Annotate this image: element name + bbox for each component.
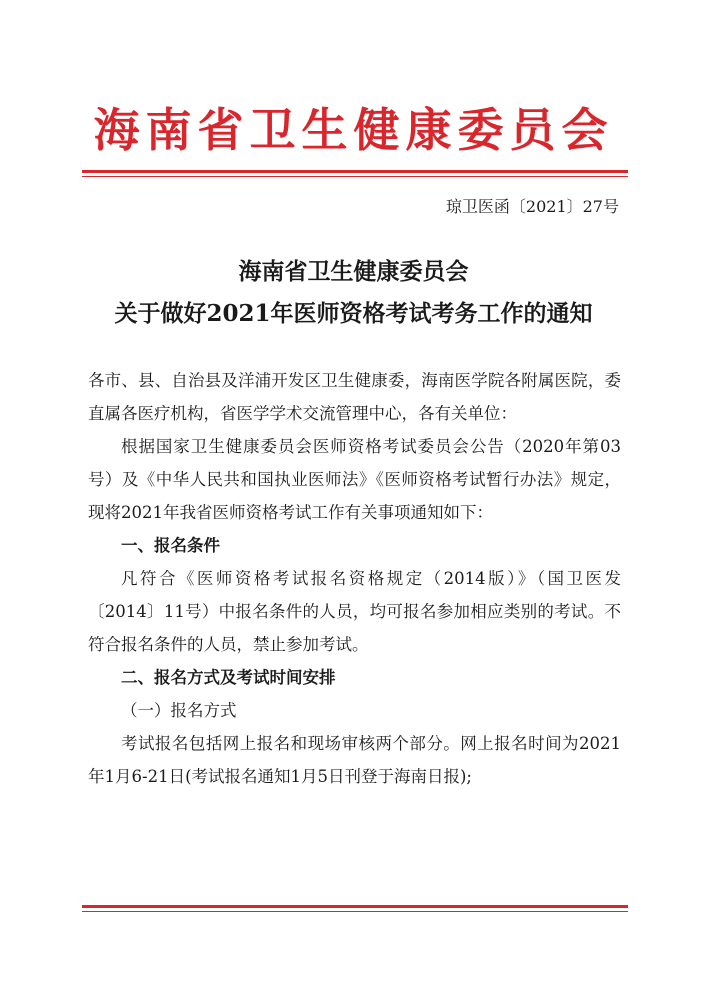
notice-title-line2: 关于做好2021年医师资格考试考务工作的通知 xyxy=(114,300,593,327)
subsection1-paragraph: 考试报名包括网上报名和现场审核两个部分。网上报名时间为2021年1月6-21日(考试报名通知1月5日刊登于海南日报); xyxy=(88,734,621,786)
masthead-rule-thin xyxy=(82,176,628,177)
salutation: 各市、县、自治县及洋浦开发区卫生健康委，海南医学院各附属医院，委直属各医疗机构，省医学学术交流管理中心，各有关单位： xyxy=(88,371,621,423)
document-number: 琼卫医函〔2021〕27号 xyxy=(445,197,619,216)
intro-paragraph: 根据国家卫生健康委员会医师资格考试委员会公告（2020年第03号）及《中华人民共和国执业医师法》《医师资格考试暂行办法》规定，现将2021年我省医师资格考试工作有关事项通知如下： xyxy=(88,437,621,522)
notice-title-line1: 海南省卫生健康委员会 xyxy=(238,258,469,285)
section2-heading: 二、报名方式及考试时间安排 xyxy=(121,668,336,687)
section1-heading: 一、报名条件 xyxy=(121,536,220,555)
document-body xyxy=(88,364,621,793)
masthead-title: 海南省卫生健康委员会 xyxy=(93,103,614,157)
section1-paragraph: 凡符合《医师资格考试报名资格规定（2014版）》（国卫医发〔2014〕11号）中报名条件的人员，均可报名参加相应类别的考试。不符合报名条件的人员，禁止参加考试。 xyxy=(88,569,621,654)
masthead-rule-thick xyxy=(82,170,628,173)
footer-rule-thin xyxy=(82,911,628,912)
subsection1-heading: （一）报名方式 xyxy=(121,701,237,720)
footer-rule-thick xyxy=(82,905,628,908)
